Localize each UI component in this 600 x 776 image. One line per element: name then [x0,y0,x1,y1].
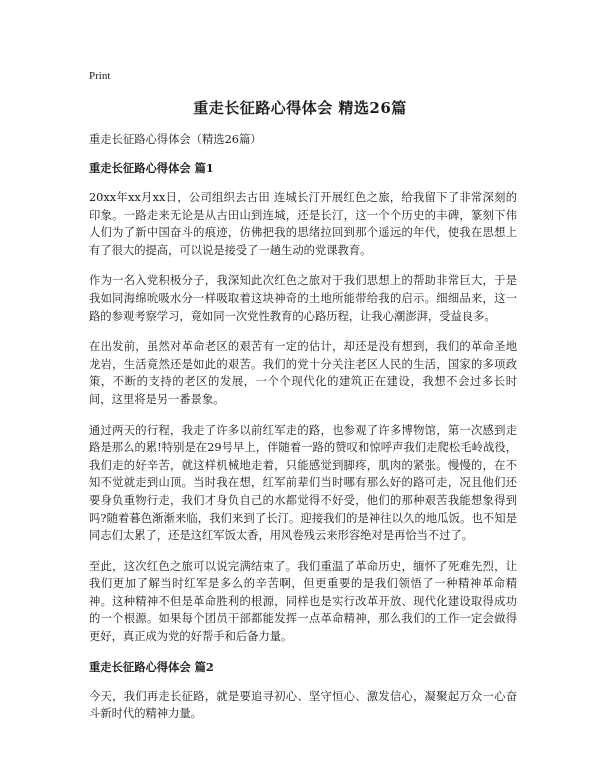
print-link[interactable]: Print [89,70,111,82]
paragraph: 今天，我们再走长征路，就是要追寻初心、坚守恒心、激发信心，凝聚起万众一心奋斗新时代的精神力量。 [89,689,517,721]
article-body [89,131,517,736]
page-title: 重走长征路心得体会 精选26篇 [193,99,407,117]
section-1 [89,160,517,646]
paragraph: 通过两天的行程，我走了许多以前红军走的路，也参观了许多博物馆，第一次感到走路是那么的累!特别是在29号早上，伴随着一路的赞叹和惊呼声我们走爬松毛岭战役，我们走的好辛苦，就这样机械地走着，只能感觉到脚疼，肌肉的紧张。慢慢的，在不知不觉就走到山顶。当时我在想，红军前辈们当时哪有那么好的路可走，况且他们还要身负重物行走，我们才身负自己的水都觉得不好受，他们的那种艰苦我能想象得到吗?随着暮色渐渐来临，我们来到了长汀。迎接我们的是神往以久的地瓜饭。也不知是同志们太累了，还是这红军饭太香，用风卷残云来形容绝对是再恰当不过了。 [89,423,517,543]
article-subtitle: 重走长征路心得体会（精选26篇） [89,133,262,146]
paragraph: 至此，这次红色之旅可以说完满结束了。我们重温了革命历史，缅怀了死难先烈，让我们更加了解当时红军是多么的辛苦啊，但更重要的是我们领悟了一种精神革命精神。这种精神不但是革命胜利的根源，同样也是实行改革开放、现代化建设取得成功的一个根源。如果每个团员干部都能发挥一点革命精神，那么我们的工作一定会做得更好，真正成为党的好帮手和后备力量。 [89,559,517,644]
paragraph: 作为一名入党积极分子，我深知此次红色之旅对于我们思想上的帮助非常巨大，于是我如同海绵吮吸水分一样吸取着这块神奇的土地所能带给我的启示。细细品来，这一路的参观考察学习，竟如同一次党性教育的心路历程，让我心潮澎湃，受益良多。 [89,274,517,323]
section-2 [89,659,517,723]
section-heading: 重走长征路心得体会 篇1 [89,161,214,175]
section-heading: 重走长征路心得体会 篇2 [89,659,214,674]
paragraph: 20xx年xx月xx日，公司组织去古田 连城长汀开展红色之旅，给我留下了非常深刻的印象。一路走来无论是从古田山到连城，还是长汀，这一个个历史的丰碑，篆刻下伟人们为了新中国奋斗的痕迹，仿佛把我的思绪拉回到那个遥远的年代，使我在思想上有了很大的提高，可以说是接受了一趟生动的党课教育。 [89,191,517,257]
paragraph: 在出发前，虽然对革命老区的艰苦有一定的估计，却还是没有想到，我们的革命圣地龙岩，生活竟然还是如此的艰苦。我们的党十分关注老区人民的生活，国家的多项政策，不断的支持的老区的发展，一个个现代化的建筑正在建设，我想不会过多长时间，这里将是另一番景象。 [89,340,517,406]
